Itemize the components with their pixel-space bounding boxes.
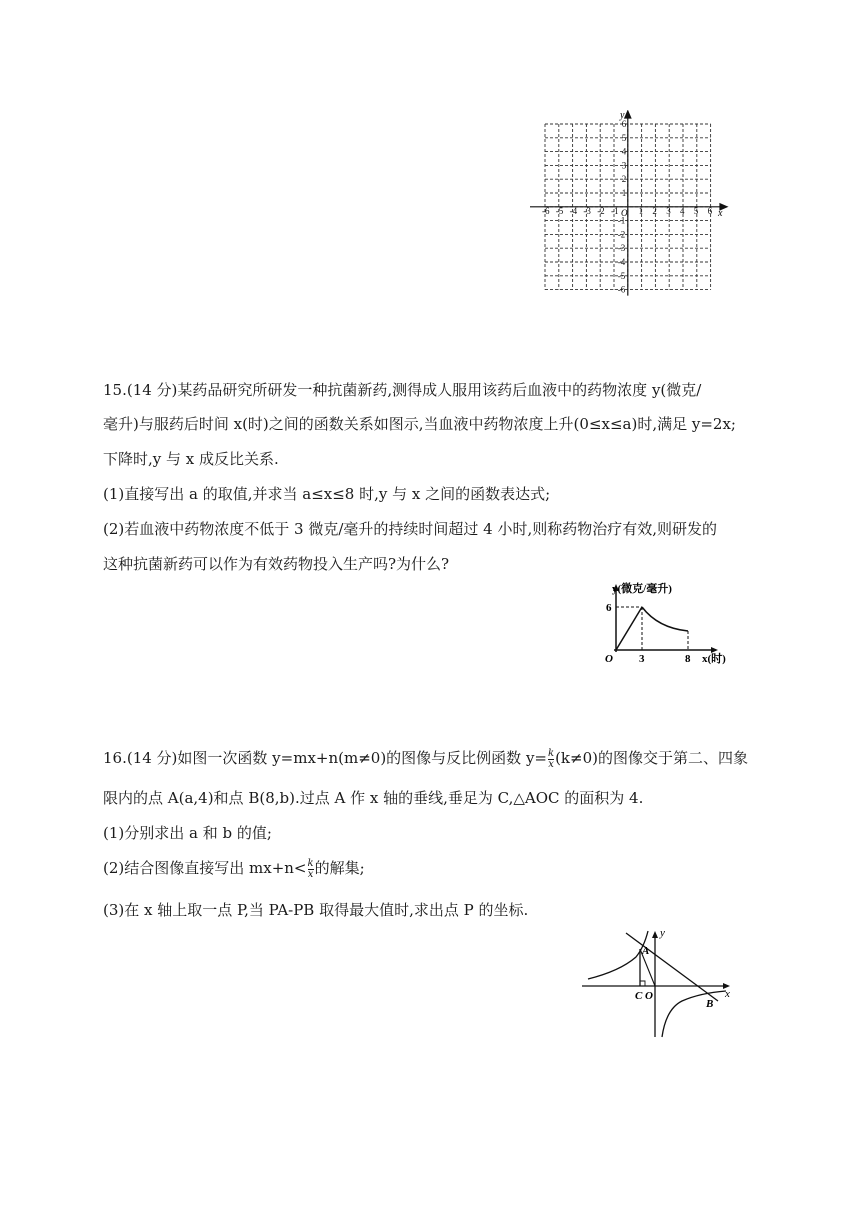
x-tick-label: -1	[611, 205, 619, 216]
x-tick-label: 3	[666, 205, 671, 216]
fraction-numerator-2: k	[307, 857, 314, 869]
y-tick-label: 3	[621, 160, 627, 171]
x-tick-label: -6	[542, 205, 550, 216]
rising-segment	[616, 607, 642, 650]
x-tick-label: 6	[707, 205, 713, 216]
hyperbola-branch-4	[662, 991, 726, 1037]
y-tick-label: -6	[617, 284, 626, 295]
x-tick-label: 1	[638, 205, 644, 216]
coordinate-grid-figure	[528, 110, 733, 300]
x-tick-label: 4	[680, 205, 685, 216]
q15-part2b: 这种抗菌新药可以作为有效药物投入生产吗?为什么?	[103, 555, 450, 573]
x-tick-label: 2	[652, 205, 657, 216]
origin-label: O	[621, 208, 628, 218]
hyperbola-branch-2	[588, 931, 648, 979]
y-tick-label: 5	[621, 132, 627, 143]
fraction-denominator-2: x	[307, 868, 314, 880]
y-tick-label: 2	[621, 174, 627, 185]
q16-line1-pre: 16.(14 分)如图一次函数 y=mx+n(m≠0)的图像与反比例函数 y=	[103, 749, 547, 767]
fraction-denominator: x	[548, 758, 554, 770]
y-axis-label: y(微克/毫升)	[612, 583, 672, 595]
right-angle-mark	[640, 981, 645, 986]
x-axis-label: x	[718, 208, 723, 219]
q16-line1	[103, 748, 748, 770]
origin-label: O	[605, 653, 613, 665]
label-O: O	[645, 990, 653, 1002]
y-tick-label: 6	[621, 119, 627, 129]
q15-part2a: (2)若血液中药物浓度不低于 3 微克/毫升的持续时间超过 4 小时,则称药物治疗有效,则研发的	[103, 520, 718, 538]
q16-part3: (3)在 x 轴上取一点 P,当 PA-PB 取得最大值时,求出点 P 的坐标.	[103, 901, 529, 919]
tick-3: 3	[639, 653, 645, 665]
q16-function-graph	[580, 925, 740, 1040]
x-tick-label: -5	[555, 205, 564, 216]
q15-line3: 下降时,y 与 x 成反比关系.	[103, 450, 279, 468]
label-B: B	[706, 998, 714, 1010]
y-axis-arrow	[625, 111, 631, 118]
y-tick-label: -1	[617, 215, 626, 226]
axes	[530, 111, 727, 296]
q15-part1: (1)直接写出 a 的取值,并求当 a≤x≤8 时,y 与 x 之间的函数表达式;	[103, 485, 551, 503]
fraction-k-over-x-2	[308, 859, 314, 880]
q16-part1: (1)分别求出 a 和 b 的值;	[103, 824, 272, 842]
y-tick-label: 4	[621, 146, 627, 157]
y-axis-label: y	[620, 110, 625, 121]
tick-8: 8	[685, 653, 691, 665]
q15-concentration-graph	[596, 578, 746, 668]
y-tick-label: -5	[617, 270, 626, 281]
q16-line2: 限内的点 A(a,4)和点 B(8,b).过点 A 作 x 轴的垂线,垂足为 C,△AOC 的面积为 4.	[103, 789, 644, 807]
q16-part2-pre: (2)结合图像直接写出 mx+n<	[103, 859, 307, 877]
x-tick-label: -3	[583, 205, 591, 216]
tick-6: 6	[606, 602, 612, 614]
y-tick-label: -4	[617, 257, 626, 267]
falling-curve	[642, 607, 688, 631]
y-tick-label: -3	[617, 243, 626, 254]
label-y: y	[660, 927, 665, 939]
y-tick-label: 1	[621, 188, 627, 198]
x-tick-label: -4	[569, 205, 578, 216]
y-axis-arrow	[652, 931, 658, 938]
label-x: x	[725, 988, 730, 1000]
q16-part2	[103, 858, 365, 880]
fraction-numerator: k	[548, 747, 555, 759]
q15-line1: 15.(14 分)某药品研究所研发一种抗菌新药,测得成人服用该药后血液中的药物浓度 y(微克/	[103, 381, 702, 399]
q15-line2: 毫升)与服药后时间 x(时)之间的函数关系如图示,当血液中药物浓度上升(0≤x≤a)时,满足 y=2x;	[103, 415, 736, 433]
q16-line1-post: (k≠0)的图像交于第二、四象	[555, 749, 748, 767]
label-A: A	[642, 945, 650, 957]
label-C: C	[635, 990, 643, 1002]
x-tick-label: 5	[693, 205, 699, 216]
x-axis-label: x(时)	[702, 653, 726, 665]
q16-part2-post: 的解集;	[314, 859, 365, 877]
y-tick-label: -2	[617, 229, 626, 240]
fraction-k-over-x	[548, 749, 554, 770]
x-tick-label: -2	[597, 205, 605, 216]
